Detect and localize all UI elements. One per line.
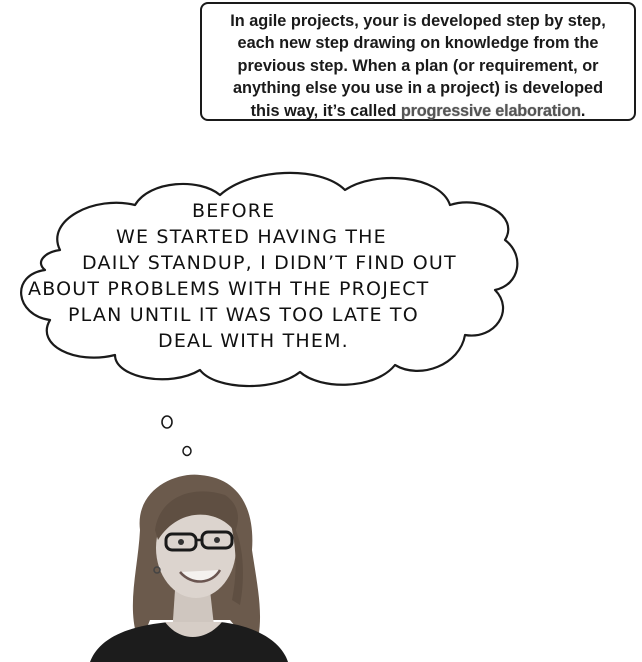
thought-line: DEAL WITH THEM. xyxy=(158,330,349,352)
woman-photo xyxy=(80,470,290,662)
thought-line: ABOUT PROBLEMS WITH THE PROJECT xyxy=(28,278,430,300)
highlight-term: progressive elaboration xyxy=(400,101,581,120)
note-line-prefix: this way, it’s called xyxy=(250,101,401,120)
thought-dot-large xyxy=(162,416,172,428)
note-line: In agile projects, your is developed step by step, xyxy=(230,12,606,30)
thought-line: PLAN UNTIL IT WAS TOO LATE TO xyxy=(68,304,419,326)
thought-line: WE STARTED HAVING THE xyxy=(116,226,387,248)
thought-line: BEFORE xyxy=(192,200,276,222)
note-line-suffix: . xyxy=(580,101,586,120)
thought-line: DAILY STANDUP, I DIDN’T FIND OUT xyxy=(82,252,457,274)
thought-dot-small xyxy=(183,447,191,456)
note-line: previous step. When a plan (or requirement, or xyxy=(237,56,599,75)
note-line: each new step drawing on knowledge from the xyxy=(237,34,599,53)
note-line: anything else you use in a project) is developed xyxy=(232,79,604,98)
